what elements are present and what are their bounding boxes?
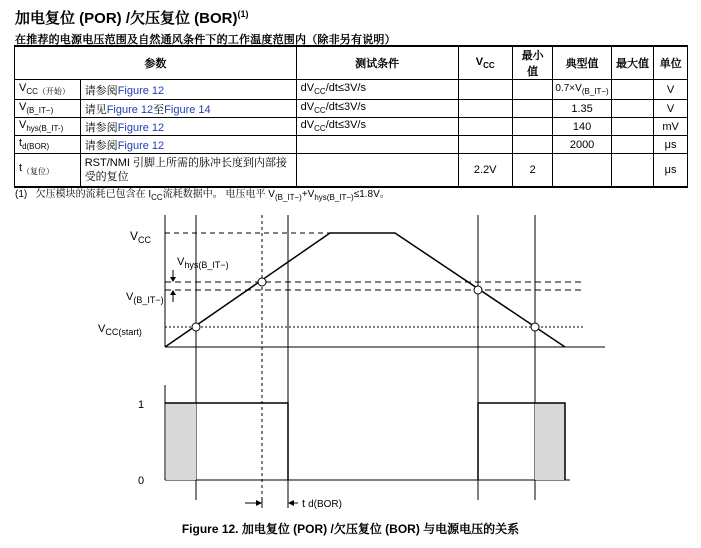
row-unit: μs <box>654 154 688 188</box>
row-symbol: $V_{hys(B\_IT-)}$ <box>15 118 81 136</box>
figure-link[interactable]: Figure 12 <box>117 139 165 152</box>
row-symbol: $V_{(B\_IT-)}$ <box>15 100 81 118</box>
row-typ: $0.7\times V_{(B\_IT-)}$ <box>553 80 611 100</box>
td-arrow-head <box>256 500 262 506</box>
row-typ: 1.35 <box>553 100 611 118</box>
row-typ: 140 <box>553 118 611 136</box>
header-min: 最小值 <box>512 46 552 80</box>
figure-link[interactable]: Figure 14 <box>164 103 211 116</box>
header-max: 最大值 <box>611 46 653 80</box>
row-description: 请参阅Figure 12 <box>80 136 296 154</box>
row-description: 请参阅Figure 12 <box>80 118 296 136</box>
crossing-marker <box>258 278 266 286</box>
figure-link[interactable]: Figure 12 <box>117 121 165 134</box>
time-marker-lines <box>196 215 535 500</box>
figure-link[interactable]: Figure 12 <box>106 103 154 116</box>
label-vccstart: $V_{CC(start)}$ <box>98 323 142 337</box>
row-unit: V <box>654 80 688 100</box>
title-footnote-mark: (1) <box>237 9 249 19</box>
row-condition: $dV_{CC}/dt\le 3V/s$ <box>296 100 458 118</box>
header-condition: 测试条件 <box>296 46 458 80</box>
label-vcc: $V_{CC}$ <box>130 229 152 245</box>
label-vhys: $V_{hys(B\_IT-)}$ <box>177 256 229 270</box>
row-symbol: $V_{CC(开始)}$ <box>15 80 81 100</box>
row-unit: μs <box>654 136 688 154</box>
vhys-arrow-head <box>170 277 176 282</box>
crossing-marker <box>474 286 482 294</box>
crossing-marker <box>531 323 539 331</box>
row-vcc: 2.2V <box>458 154 512 188</box>
section-title-text: 加电复位 (POR) /欠压复位 (BOR) <box>15 10 238 27</box>
label-logic-one: 1 <box>138 399 145 411</box>
row-description: 请参阅Figure 12 <box>80 80 296 100</box>
row-unit: mV <box>654 118 688 136</box>
figure-link[interactable]: Figure 12 <box>117 84 165 97</box>
footnote: (1) 欠压模块的流耗已包含在 $I_{CC}$流耗数据中。 电压电平 $V_{(B\_IT-)}+V_{hys(B\_IT-)}\le 1.8V$。 <box>15 189 390 202</box>
crossing-marker <box>192 323 200 331</box>
header-vcc: $V_{CC}$ <box>458 46 512 80</box>
row-typ: 2000 <box>553 136 611 154</box>
header-unit: 单位 <box>654 46 688 80</box>
row-symbol: $t_{d(BOR)}$ <box>15 136 81 154</box>
label-logic-zero: 0 <box>138 475 145 487</box>
row-condition: $dV_{CC}/dt\le 3V/s$ <box>296 118 458 136</box>
row-description: RST/NMI 引脚上所需的脉冲长度到内部接受的复位 <box>80 154 296 188</box>
row-description: 请见Figure 12至Figure 14 <box>80 100 296 118</box>
row-min: 2 <box>512 154 552 188</box>
reset-shade-left <box>166 403 196 480</box>
figure-caption: Figure 12. 加电复位 (POR) /欠压复位 (BOR) 与电源电压的关系 <box>181 522 520 536</box>
label-td-bor: t d(BOR) <box>302 498 342 510</box>
header-typ: 典型值 <box>553 46 611 80</box>
td-arrow-head <box>288 500 294 506</box>
vhys-arrow-head <box>170 290 176 295</box>
header-param: 参数 <box>15 46 297 80</box>
row-symbol: $t_{(复位)}$ <box>15 154 81 188</box>
row-unit: V <box>654 100 688 118</box>
label-vbit: $V_{(B\_IT-)}$ <box>126 291 164 305</box>
row-condition: $dV_{CC}/dt\le 3V/s$ <box>296 80 458 100</box>
section-subtitle: 在推荐的电源电压范围及自然通风条件下的工作温度范围内（除非另有说明） <box>15 34 396 46</box>
reset-shade-right <box>535 403 565 480</box>
